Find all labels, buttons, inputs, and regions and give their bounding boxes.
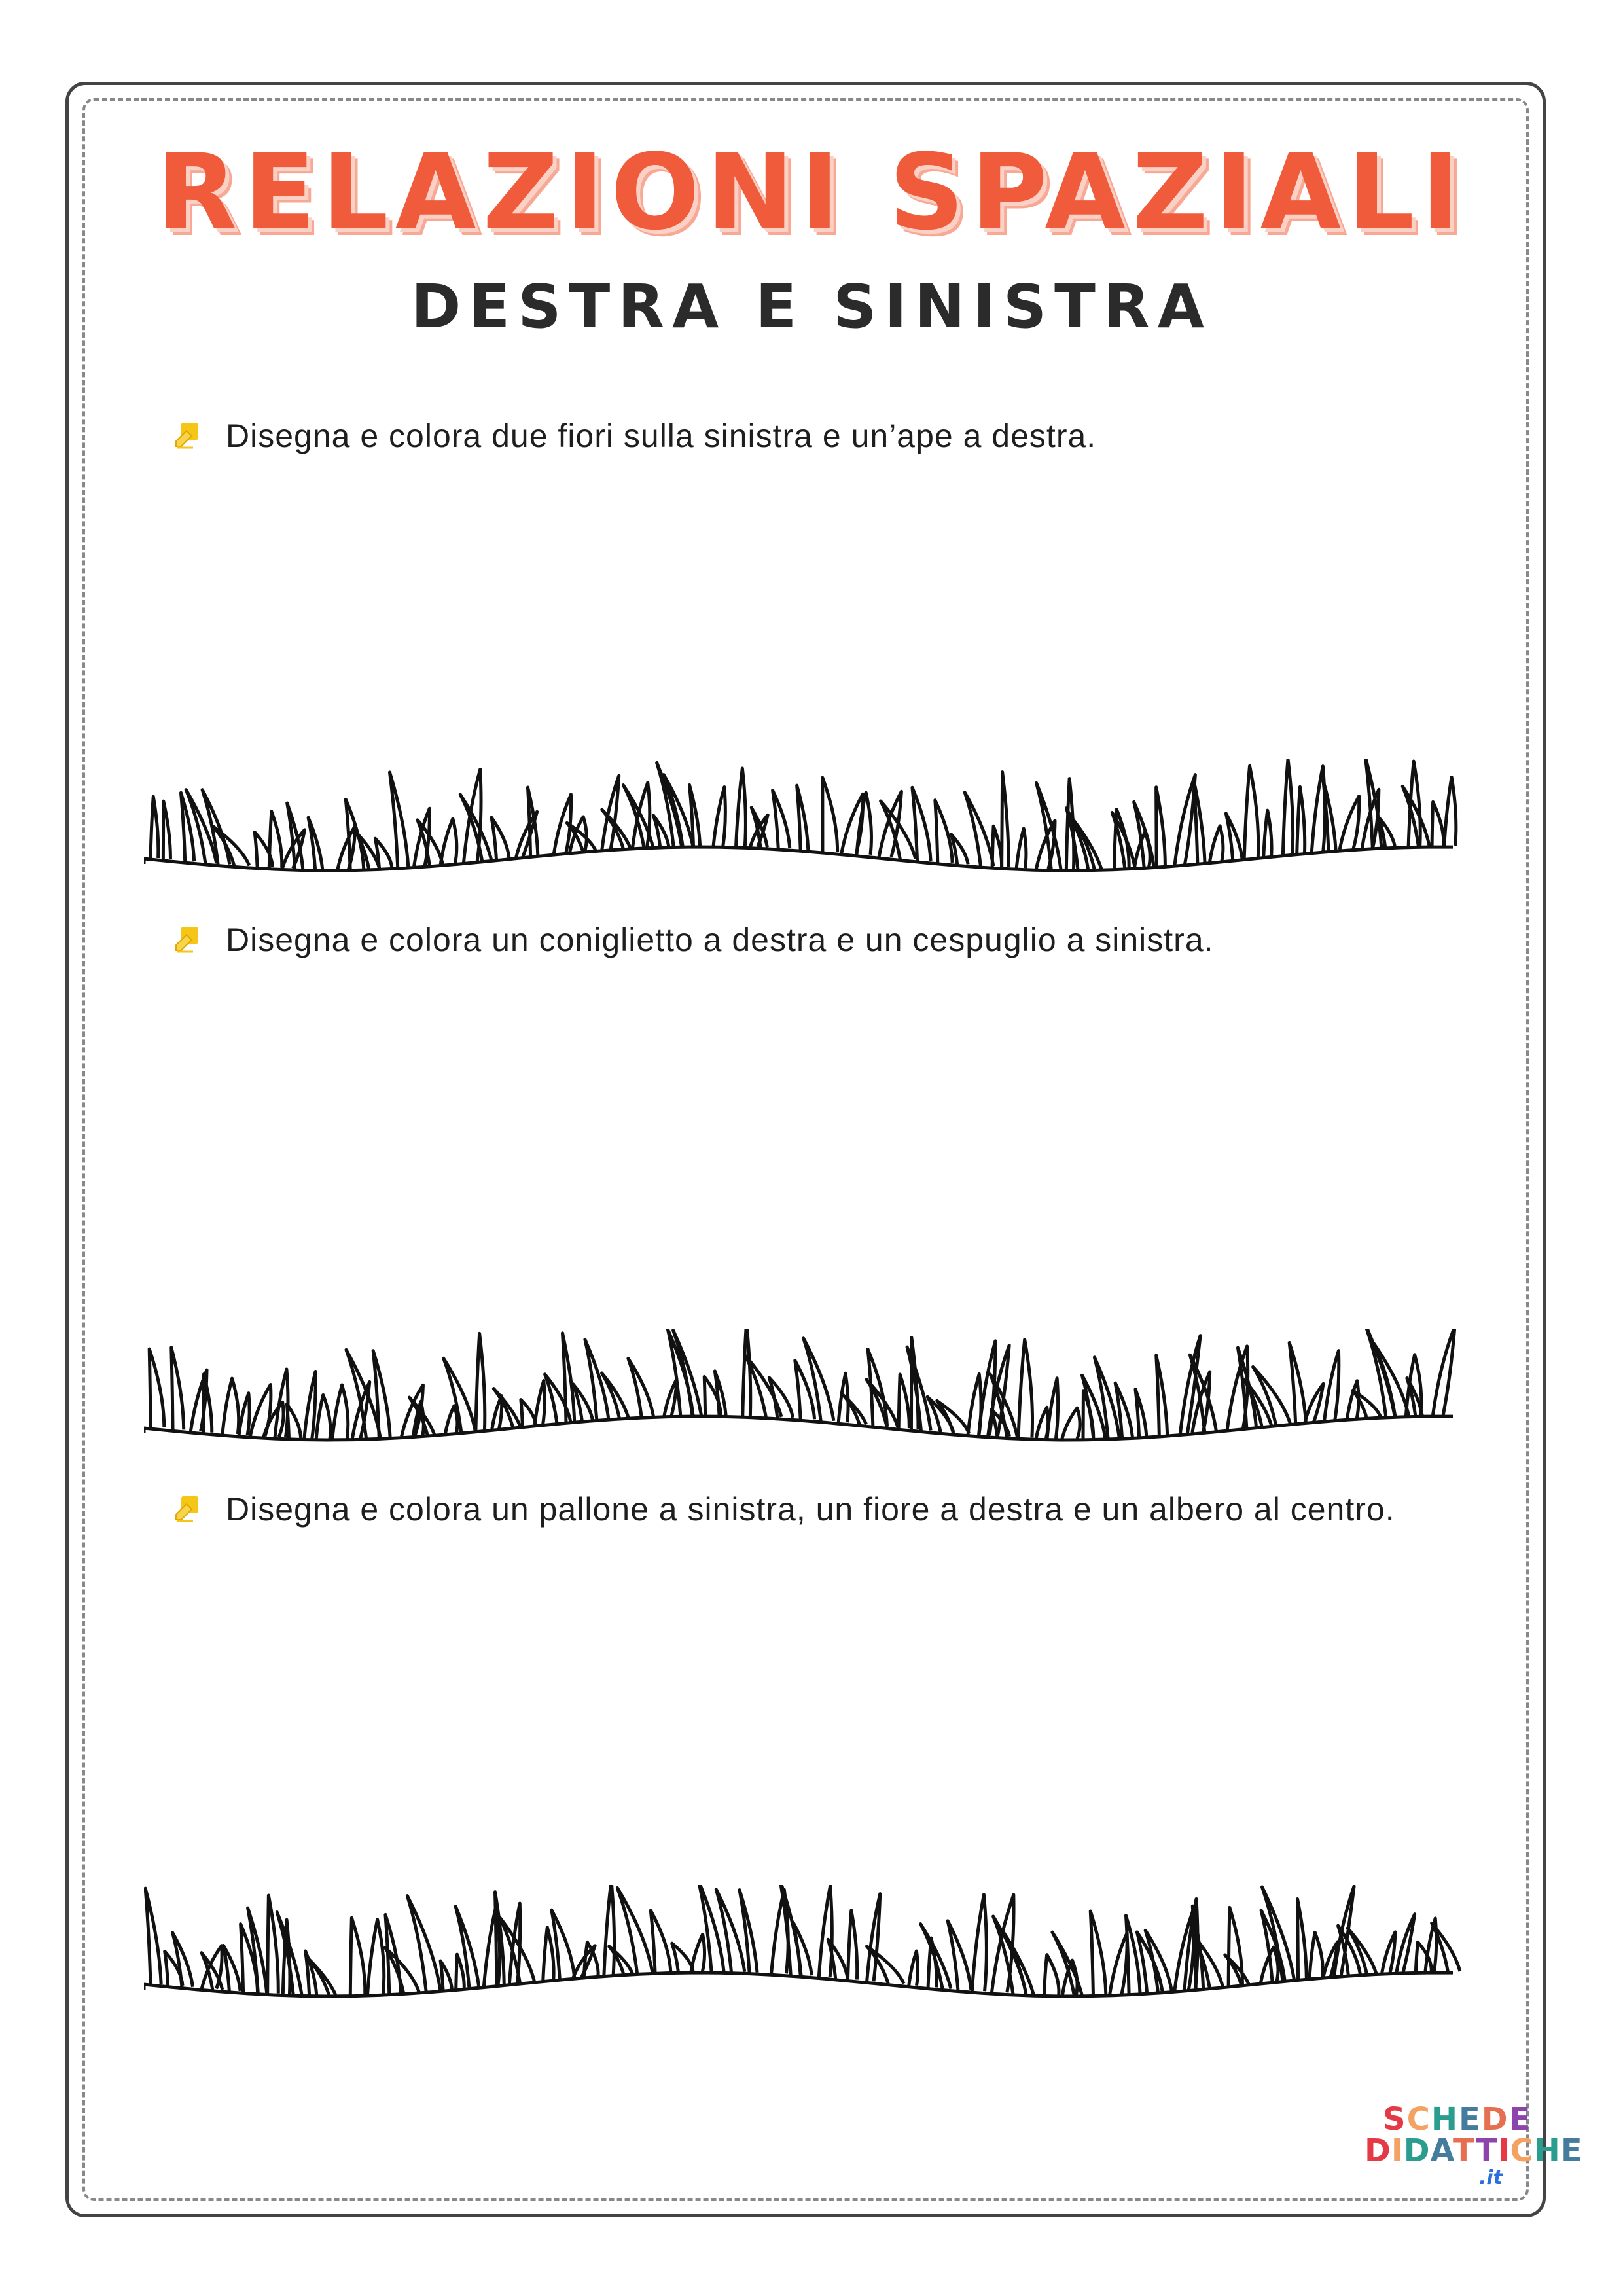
logo-line-2: DIDATTICHE: [1364, 2132, 1583, 2169]
logo-line-1: SCHEDE: [1383, 2101, 1532, 2138]
grass-strip-icon: [144, 1885, 1466, 2009]
schede-didattiche-logo: [1364, 2101, 1583, 2193]
page-subtitle: DESTRA E SINISTRA: [411, 272, 1212, 342]
pencil-note-icon: [173, 1495, 202, 1524]
grass-strip-icon: [144, 759, 1466, 884]
instruction-text: Disegna e colora un coniglietto a destra e un cespuglio a sinistra.: [226, 922, 1214, 958]
instruction-1: [173, 412, 1456, 459]
instruction-text: Disegna e colora un pallone a sinistra, un fiore a destra e un albero al centro.: [226, 1491, 1395, 1528]
page-title: RELAZIONI SPAZIALI: [156, 131, 1467, 253]
pencil-note-icon: [173, 925, 202, 954]
instruction-text: Disegna e colora due fiori sulla sinistra e un’ape a destra.: [226, 418, 1097, 454]
grass-strip-icon: [144, 1329, 1466, 1453]
pencil-note-icon: [173, 422, 202, 450]
logo-suffix: .it: [1479, 2166, 1503, 2189]
instruction-2: [173, 916, 1456, 963]
instruction-3: [173, 1486, 1456, 1533]
